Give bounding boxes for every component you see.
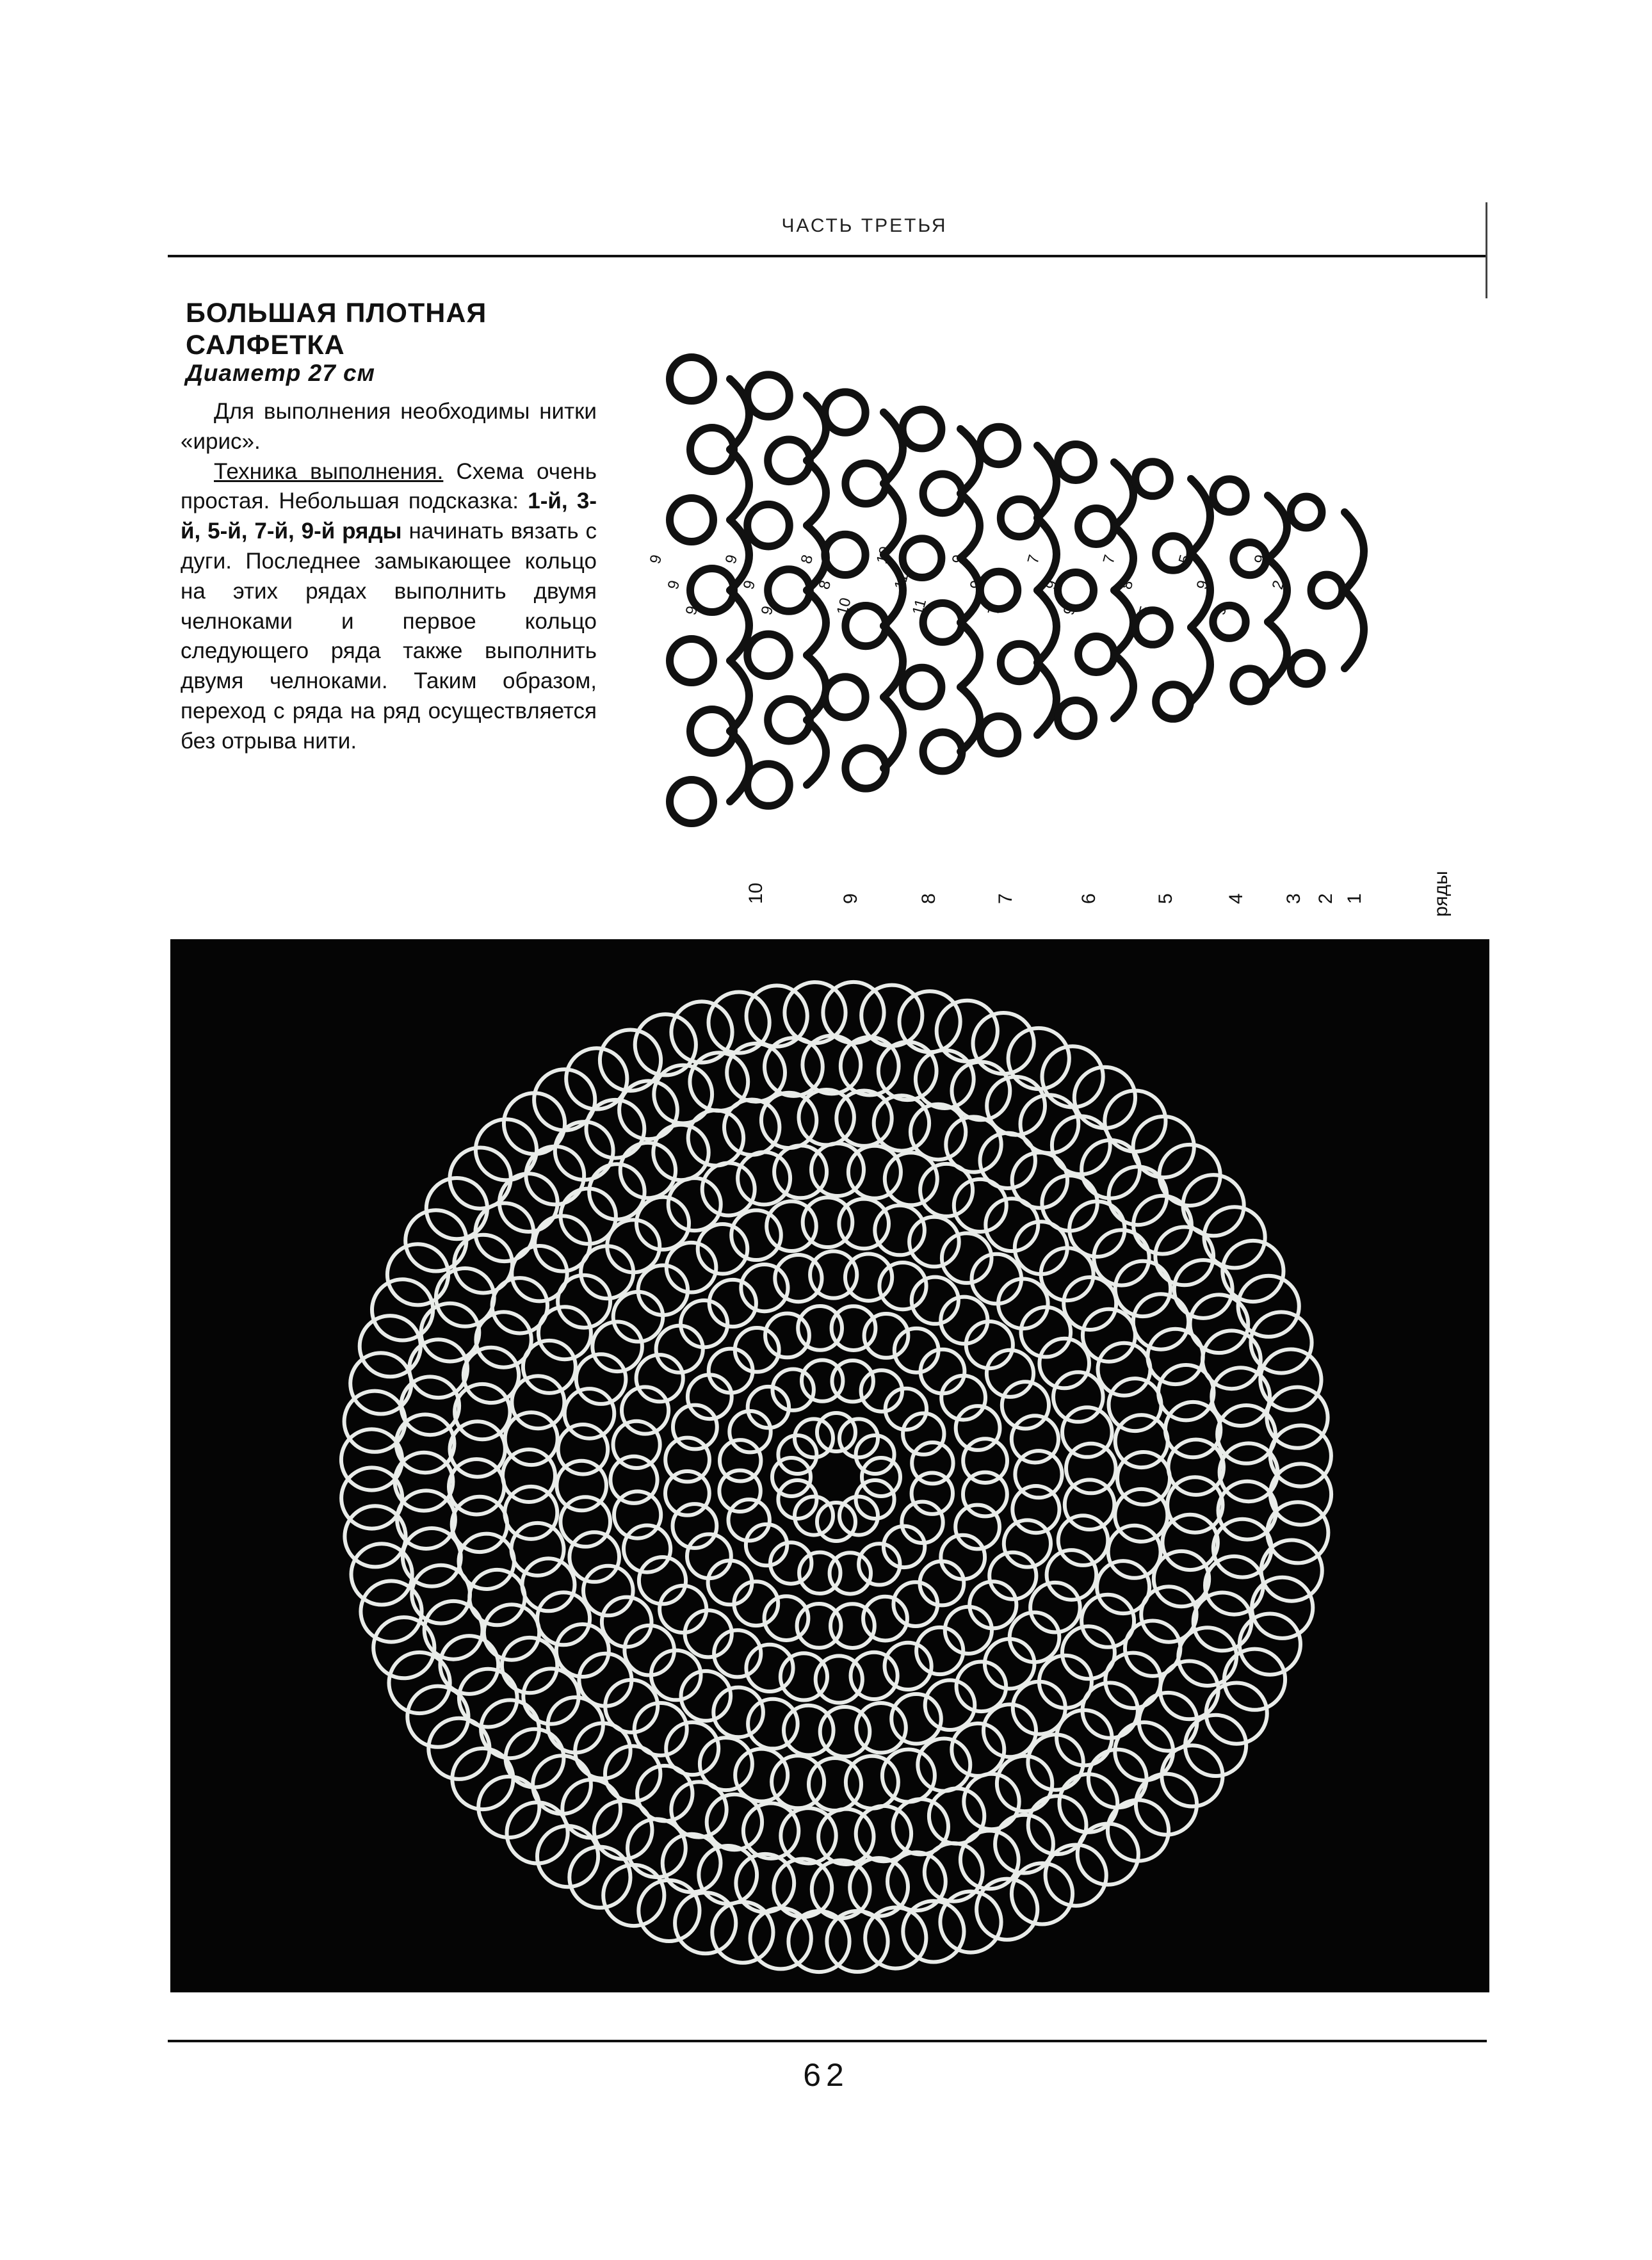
scheme-ring <box>980 572 1017 609</box>
scheme-ring <box>1213 479 1245 512</box>
scheme-ring <box>747 504 790 547</box>
technique-heading: Техника выполнения. <box>214 458 444 484</box>
stitch-count-label: 7 <box>1099 553 1119 566</box>
scheme-chain <box>1191 479 1210 553</box>
stitch-count-label: 9 <box>682 604 702 617</box>
scheme-ring <box>670 639 713 682</box>
row-number: 3 <box>1283 893 1304 904</box>
margin-rule <box>1486 202 1487 298</box>
scheme-ring <box>923 732 962 771</box>
scheme-chain <box>1345 590 1364 668</box>
scheme-chain <box>1191 627 1210 702</box>
scheme-chain <box>1268 496 1287 559</box>
scheme-ring <box>923 474 962 513</box>
row-number: 8 <box>918 893 939 904</box>
stitch-count-label: 9 <box>1251 553 1270 566</box>
stitch-count-label: 10 <box>833 595 855 617</box>
scheme-ring <box>903 410 942 449</box>
scheme-ring <box>747 764 790 806</box>
stitch-count-label: 9 <box>1211 604 1231 617</box>
scheme-ring <box>903 668 942 707</box>
scheme-chain <box>1114 590 1133 654</box>
stitch-count-label: 5 <box>1135 604 1155 617</box>
tatting-scheme-diagram <box>646 289 1498 930</box>
stitch-count-label: 9 <box>740 578 759 592</box>
page-number: 62 <box>803 2057 849 2093</box>
scheme-chain <box>1037 590 1057 663</box>
scheme-ring <box>1233 668 1266 701</box>
stitch-count-label: 7 <box>984 604 1004 617</box>
materials-paragraph: Для выполнения необходимы нитки «ирис». <box>181 399 597 454</box>
scheme-ring <box>1058 700 1094 736</box>
rows-axis-label: ряды <box>1430 871 1452 917</box>
scheme-chain <box>1037 663 1057 735</box>
stitch-count-label: 9 <box>948 553 968 566</box>
stitch-count-label: 5 <box>1175 553 1195 566</box>
scheme-ring <box>903 538 942 577</box>
stitch-count-label: 11 <box>891 571 912 592</box>
row-number-axis <box>745 871 1452 917</box>
stitch-count-label: 7 <box>1024 553 1044 566</box>
technique-text-b: начинать вязать с дуги. Последнее замыкающее кольцо на этих рядах выполнить двумя челноками и первое кольцо следующего ряда также выполнить двумя челноками. Таким образом, переход с ряда на ряд осуществляется без отрыва нити. <box>181 519 597 754</box>
scheme-ring <box>1291 497 1322 528</box>
row-number: 2 <box>1315 893 1336 904</box>
stitch-count-label: 9 <box>1042 578 1062 592</box>
stitch-count-label: 9 <box>1193 578 1213 592</box>
article-title <box>186 297 647 361</box>
stitch-count-label: 8 <box>815 578 835 592</box>
scheme-ring <box>670 498 713 542</box>
scheme-ring <box>825 392 865 432</box>
row-number: 6 <box>1078 893 1099 904</box>
footer-rule <box>168 2040 1487 2042</box>
row-number: 9 <box>840 893 861 904</box>
scheme-ring <box>825 535 865 575</box>
row-number: 10 <box>745 882 766 904</box>
technique-paragraph <box>181 457 597 757</box>
scheme-ring <box>1311 575 1343 606</box>
stitch-count-label: 8 <box>1117 578 1137 592</box>
stitch-count-label: 11 <box>909 597 930 617</box>
scheme-ring <box>1156 684 1190 719</box>
stitch-count-label: 8 <box>797 553 817 566</box>
scheme-ring <box>1291 653 1322 684</box>
stitch-count-label: 9 <box>757 604 777 617</box>
scheme-ring <box>1156 536 1190 570</box>
scheme-ring <box>980 716 1017 754</box>
stitch-count-label: 2 <box>1268 578 1288 592</box>
scheme-ring <box>1135 462 1170 496</box>
scheme-ring <box>1078 508 1114 544</box>
header-rule <box>168 255 1487 257</box>
row-number: 1 <box>1344 893 1365 904</box>
scheme-ring <box>747 634 790 677</box>
doily-photo <box>170 939 1489 1992</box>
row-number: 5 <box>1155 893 1176 904</box>
scheme-chain <box>1114 462 1133 526</box>
instructions-text <box>181 397 597 757</box>
running-head: ЧАСТЬ ТРЕТЬЯ <box>781 215 948 236</box>
scheme-chain <box>1268 622 1287 685</box>
scheme-chain <box>1114 654 1133 718</box>
stitch-count-label: 9 <box>646 553 666 566</box>
scheme-ring <box>1058 572 1094 608</box>
diameter-subtitle: Диаметр 27 см <box>186 360 376 386</box>
scheme-ring <box>670 357 713 401</box>
scheme-ring <box>980 427 1017 464</box>
scheme-ring <box>1001 499 1038 537</box>
scheme-ring <box>923 603 962 642</box>
title-line-1: БОЛЬШАЯ ПЛОТНАЯ <box>186 298 487 328</box>
row-number: 4 <box>1226 893 1247 904</box>
technique-text-a: Схема очень простая. Небольшая подсказка: <box>181 458 597 514</box>
stitch-count-label: 10 <box>873 544 895 566</box>
scheme-ring <box>1001 644 1038 681</box>
scheme-ring <box>1078 636 1114 672</box>
scheme-ring <box>670 780 713 823</box>
stitch-count-label: 9 <box>722 553 741 566</box>
scheme-rings-and-chains <box>670 357 1364 823</box>
scheme-chain <box>1037 446 1057 518</box>
scheme-ring <box>825 677 865 717</box>
stitch-count-label: 9 <box>664 578 684 592</box>
technique-rows-bold: 1-й, 3-й, 5-й, 7-й, 9-й ряды <box>181 488 597 544</box>
row-number: 7 <box>995 893 1016 904</box>
scheme-ring <box>747 375 790 417</box>
scheme-chain <box>1345 512 1364 590</box>
stitch-count-label: 9 <box>966 578 986 592</box>
scheme-ring <box>1058 444 1094 480</box>
stitch-count-label: 9 <box>1060 604 1080 617</box>
title-line-2: САЛФЕТКА <box>186 330 345 360</box>
